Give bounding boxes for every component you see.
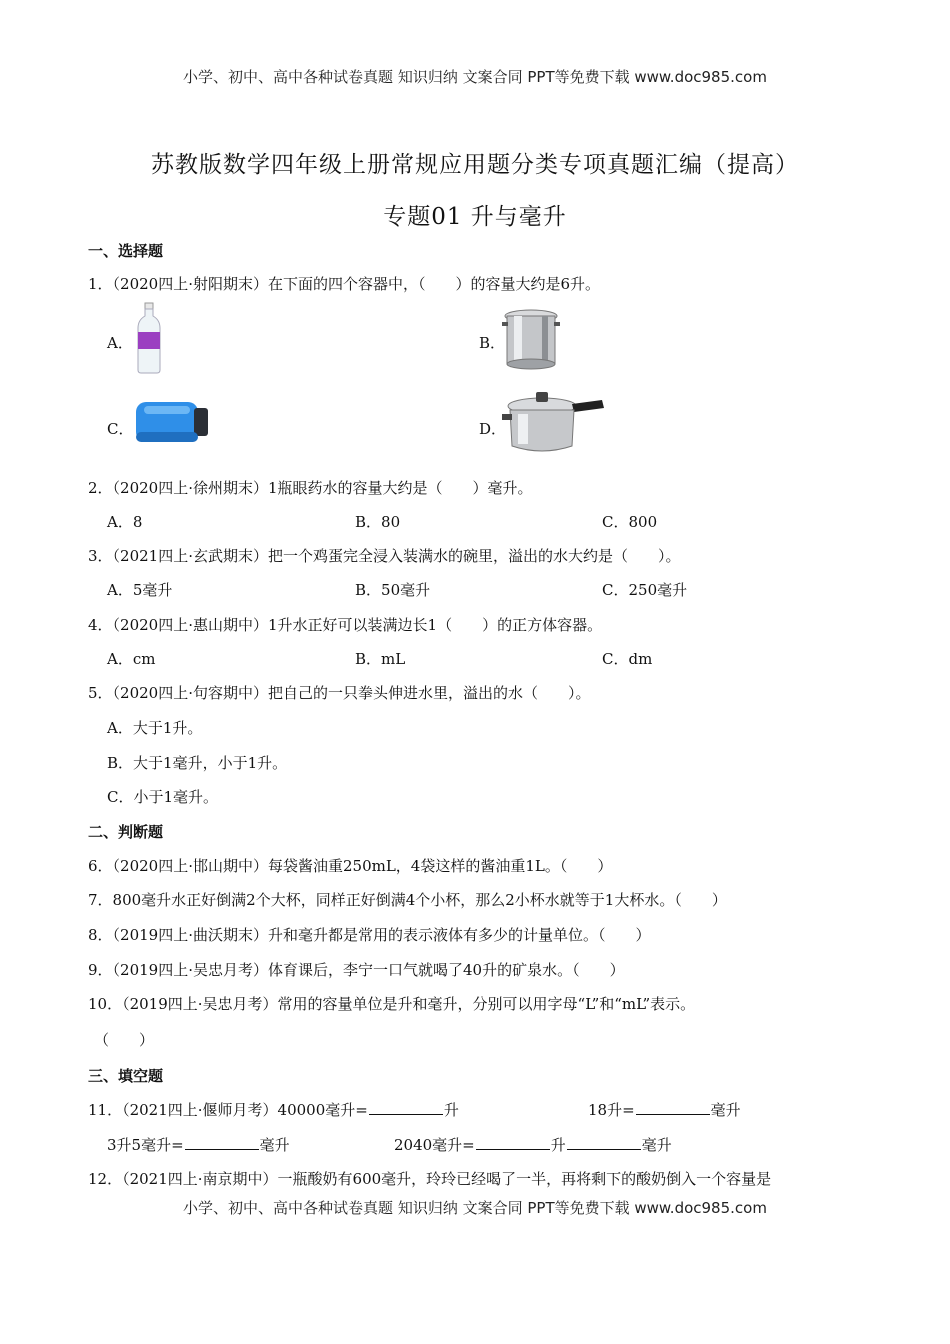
- section-judge-heading: 二、判断题: [88, 823, 164, 841]
- question-11-line-2a: [107, 1134, 290, 1155]
- q11-blank-3[interactable]: [185, 1135, 259, 1150]
- q3-option-c: C．250毫升: [602, 581, 688, 599]
- q5-option-c: C．小于1毫升。: [107, 788, 219, 806]
- question-10-paren: （ ）: [94, 1031, 155, 1049]
- q1-option-b-label: B．: [479, 334, 506, 352]
- q2-option-a: A．8: [107, 513, 143, 531]
- q4-option-c: C．dm: [602, 650, 653, 668]
- question-7-text: 7．800毫升水正好倒满2个大杯，同样正好倒满4个小杯，那么2小杯水就等于1大杯水。（ ）: [88, 891, 727, 909]
- q3-option-b: B．50毫升: [355, 581, 431, 599]
- q1-option-c-label: C．: [107, 420, 134, 438]
- page-title: 苏教版数学四年级上册常规应用题分类专项真题汇编（提高）: [151, 152, 799, 178]
- q4-option-a: A．cm: [107, 650, 156, 668]
- question-11-line-1a: [88, 1099, 459, 1120]
- question-4-text: 4．（2020四上·惠山期中）1升水正好可以装满边长1（ ）的正方体容器。: [88, 616, 603, 634]
- steel-pot-icon: [502, 308, 560, 370]
- q11-part3: 3升5毫升=: [107, 1136, 184, 1154]
- q1-option-d-label: D．: [479, 420, 507, 438]
- section-fill-heading: 三、填空题: [88, 1067, 164, 1085]
- q5-option-a: A．大于1升。: [107, 719, 203, 737]
- q11-part4-unit-2: 毫升: [641, 1136, 672, 1154]
- q11-part4: 2040毫升=: [394, 1136, 475, 1154]
- question-1-text: 1．（2020四上·射阳期末）在下面的四个容器中，（ ）的容量大约是6升。: [88, 275, 601, 293]
- pressure-cooker-icon: [502, 388, 606, 456]
- question-11-line-2b: [394, 1134, 672, 1155]
- question-11-line-1b: [588, 1099, 741, 1120]
- q11-part4-unit-1: 升: [550, 1136, 566, 1154]
- q11-part2-unit: 毫升: [710, 1101, 741, 1119]
- q11-part1-unit: 升: [443, 1101, 459, 1119]
- q11-blank-1[interactable]: [369, 1100, 443, 1115]
- q11-part3-unit: 毫升: [259, 1136, 290, 1154]
- question-10-text: 10．（2019四上·吴忠月考）常用的容量单位是升和毫升，分别可以用字母“L”和“mL”表示。: [88, 995, 696, 1013]
- question-12-text: 12．（2021四上·南京期中）一瓶酸奶有600毫升，玲玲已经喝了一半，再将剩下的酸奶倒入一个容量是: [88, 1170, 772, 1188]
- q4-option-b: B．mL: [355, 650, 406, 668]
- q2-option-b: B．80: [355, 513, 401, 531]
- q1-option-a-label: A．: [107, 334, 133, 352]
- question-2-text: 2．（2020四上·徐州期末）1瓶眼药水的容量大约是（ ）毫升。: [88, 479, 533, 497]
- water-barrel-icon: [134, 398, 210, 446]
- question-5-text: 5．（2020四上·句容期中）把自己的一只拳头伸进水里，溢出的水（ ）。: [88, 684, 591, 702]
- question-3-text: 3．（2021四上·玄武期末）把一个鸡蛋完全浸入装满水的碗里，溢出的水大约是（ ）。: [88, 547, 681, 565]
- section-choice-heading: 一、选择题: [88, 242, 164, 260]
- q11-part2: 18升=: [588, 1101, 635, 1119]
- water-bottle-icon: [134, 302, 164, 374]
- page-subtitle: 专题01 升与毫升: [383, 204, 567, 230]
- q3-option-a: A．5毫升: [107, 581, 173, 599]
- question-6-text: 6．（2020四上·邯山期中）每袋酱油重250mL，4袋这样的酱油重1L。（ ）: [88, 857, 613, 875]
- q11-blank-2[interactable]: [636, 1100, 710, 1115]
- question-9-text: 9．（2019四上·吴忠月考）体育课后，李宁一口气就喝了40升的矿泉水。（ ）: [88, 961, 625, 979]
- q11-part1: 11．（2021四上·偃师月考）40000毫升=: [88, 1101, 368, 1119]
- page-header: 小学、初中、高中各种试卷真题 知识归纳 文案合同 PPT等免费下载 www.doc985.com: [183, 68, 767, 86]
- question-8-text: 8．（2019四上·曲沃期末）升和毫升都是常用的表示液体有多少的计量单位。（ ）: [88, 926, 651, 944]
- q2-option-c: C．800: [602, 513, 658, 531]
- page-footer: 小学、初中、高中各种试卷真题 知识归纳 文案合同 PPT等免费下载 www.doc985.com: [183, 1199, 767, 1217]
- q11-blank-5[interactable]: [567, 1135, 641, 1150]
- q5-option-b: B．大于1毫升，小于1升。: [107, 754, 288, 772]
- q11-blank-4[interactable]: [476, 1135, 550, 1150]
